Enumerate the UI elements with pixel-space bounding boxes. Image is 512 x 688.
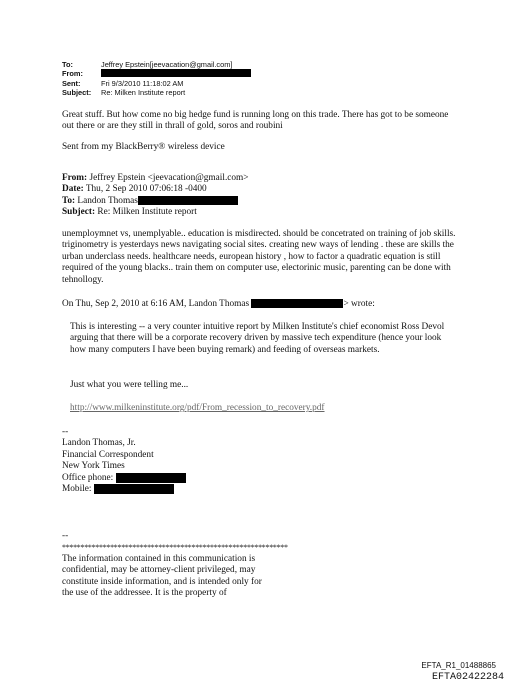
quoted-text: This is interesting -- a very counter intuitive report by Milken Institute's chief economist Ross Devol arguing that there will be a corporate recovery driven by massive tech expenditure (hence your look how many computers I have been buying remark) and feeding of overseas markets.: [70, 322, 445, 355]
quoted-link-block: [70, 403, 456, 414]
fwd-to-row: [62, 196, 462, 207]
redaction-box: [251, 299, 343, 308]
forwarded-header: [62, 173, 462, 219]
quoted-body: [70, 322, 456, 356]
sig-org: New York Times: [62, 461, 125, 472]
fwd-to-label: To:: [62, 195, 76, 206]
on-wrote-line: [62, 299, 462, 310]
sig-name: Landon Thomas, Jr.: [62, 438, 136, 449]
fwd-date-row: [62, 184, 462, 195]
fwd-from-label: From:: [62, 173, 88, 183]
fwd-body-text: unemploymnet vs, unemplyable.. education is misdirected. should be concetrated on training of job skills. triginometry is yesterdays news navigating social sites. creating new ways of lending . these are skills the urban underclass needs. healthcare needs, european history , how to factor a quadratic equation is still required of the young blacks.. train them on computer use, electorinic music, parenting can be done with tehnollogy.: [62, 229, 456, 285]
quoted-line2-block: [70, 380, 456, 391]
redaction-box: [138, 196, 238, 205]
header-sent-value: Fri 9/3/2010 11:18:02 AM: [101, 78, 184, 88]
header-to-value: Jeffrey Epstein[jeevacation@gmail.com]: [101, 60, 233, 69]
on-wrote-prefix: On Thu, Sep 2, 2010 at 6:16 AM, Landon Thomas: [62, 299, 250, 309]
bates-stamp-1: EFTA_R1_01488865: [421, 661, 496, 670]
reply-signature-block: [62, 142, 462, 153]
fwd-from-row: [62, 173, 462, 184]
redaction-box: [94, 484, 174, 494]
sig-office-row: [62, 473, 462, 485]
fwd-subject-row: [62, 207, 462, 218]
header-to-row: [62, 60, 251, 69]
header-subject-value: Re: Milken Institute report: [101, 87, 186, 97]
disclaimer-dashes: --: [62, 531, 69, 541]
redaction-box: [116, 473, 186, 483]
fwd-to-value: Landon Thomas: [77, 195, 138, 206]
fwd-date-value: Thu, 2 Sep 2010 07:06:18 -0400: [85, 184, 207, 195]
disclaimer-line4: the use of the addressee. It is the property of: [62, 588, 227, 599]
on-wrote-suffix: > wrote:: [343, 299, 375, 309]
disclaimer: [62, 531, 462, 599]
header-subject-label: Subject:: [62, 87, 92, 97]
sig-office-label: Office phone:: [62, 472, 114, 483]
fwd-from-value: Jeffrey Epstein <jeevacation@gmail.com>: [89, 173, 249, 183]
redaction-box: [101, 69, 251, 77]
sig-mobile-label: Mobile:: [62, 484, 92, 495]
disclaimer-stars: *************************************************************: [62, 543, 288, 553]
header-sent-row: [62, 79, 251, 88]
milken-report-link[interactable]: http://www.milkeninstitute.org/pdf/From_recession_to_recovery.pdf: [70, 403, 325, 413]
bates-stamp-2: EFTA02422284: [431, 672, 504, 683]
disclaimer-line2: confidential, may be attorney-client privileged, may: [62, 565, 256, 576]
reply-text: Great stuff. But how come no big hedge fund is running long on this trade. There has got to be someone out there or are they still in thrall of gold, soros and roubini: [62, 110, 449, 132]
sig-title: Financial Correspondent: [62, 449, 154, 460]
disclaimer-line1: The information contained in this communication is: [62, 553, 256, 564]
fwd-date-label: Date:: [62, 184, 84, 195]
header-subject-row: [62, 88, 251, 97]
fwd-subject-value: Re: Milken Institute report: [97, 207, 197, 218]
fwd-subject-label: Subject:: [62, 207, 96, 218]
disclaimer-line3: constitute inside information, and is intended only for: [62, 576, 262, 587]
forwarded-body: [62, 229, 462, 286]
header-from-row: [62, 69, 251, 78]
quoted-signature: [62, 427, 462, 496]
reply-signature: Sent from my BlackBerry® wireless device: [62, 142, 225, 152]
sig-mobile-row: [62, 484, 462, 496]
email-header: [62, 60, 251, 97]
sig-dashes: --: [62, 427, 69, 437]
header-sent-label: Sent:: [62, 78, 81, 88]
reply-body: [62, 110, 462, 133]
quoted-line2: Just what you were telling me...: [70, 380, 189, 390]
header-from-label: From:: [62, 69, 83, 79]
header-to-label: To:: [62, 60, 73, 69]
